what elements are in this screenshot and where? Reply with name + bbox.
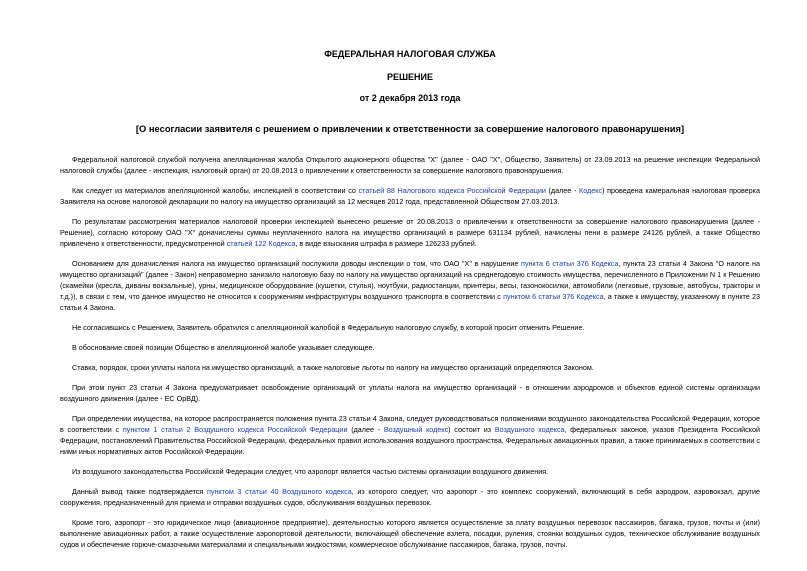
paragraph: Кроме того, аэропорт - это юридическое лицо (авиационное предприятие), деятельностью которого является осуществление за плату воздушных перевозок пассажиров, багажа, грузов, почты и (или) выполнение авиационных работ, а также осуществление аэропортовой деятельности, включающей обеспечение взлета, посадки, руления, стоянки воздушных судов, техническое обслуживание воздушных судов и обеспечение горюче-смазочными материалами и специальными жидкостями, коммерческое обслуживание пассажиров, багажа, грузов, почты.: [60, 518, 760, 549]
link-article-88-tax-code[interactable]: статьей 88 Налогового кодекса Российской Федерации: [358, 186, 546, 195]
document-body: [60, 154, 760, 550]
paragraph: Данный вывод также подтверждается пунктом 3 статьи 40 Воздушного кодекса, из которого следует, что аэропорт - это комплекс сооружений, включающий в себя аэродром, аэровокзал, другие сооружения, предназначенный для приема и отправки воздушных судов, обслуживания воздушных перевозок.: [60, 487, 760, 507]
paragraph: В обоснование своей позиции Общество в апелляционной жалобе указывает следующее.: [72, 343, 375, 352]
link-air-code[interactable]: Воздушный кодекс: [383, 425, 449, 434]
link-air-code-article-2[interactable]: пунктом 1 статьи 2 Воздушного кодекса Российской Федерации: [122, 425, 348, 434]
paragraph: Основанием для доначисления налога на имущество организаций послужили доводы инспекции о том, что ОАО "Х" в нарушение пункта 6 статьи 376 Кодекса, пункта 23 статьи 4 Закона "О налоге на имущество организаций" (далее - Закон) неправомерно занизило налоговую базу по налогу на имущество организаций на среднегодовую стоимость имущества, перечисленного в Приложении N 1 к Решению (скамейки (кресла, диваны вокзальные), урны, медицинское оборудование (кушетки, стулья), ноутбуки, радиостанции, принтеры, весы, газонокосилки, автомобили (легковые, грузовые, автобусы, тракторы и т.д.)), в связи с тем, что данное имущество не относится к сооружениям инфраструктуры воздушного транспорта в соответствии с пунктом 6 статьи 376 Кодекса, а также к имуществу, указанному в пункте 23 статьи 4 Закона.: [60, 259, 760, 312]
link-air-code-second[interactable]: Воздушного кодекса: [494, 425, 565, 434]
document-subject: [О несогласии заявителя с решением о привлечении к ответственности за совершение налогового правонарушения]: [135, 123, 685, 134]
paragraph: Не согласившись с Решением, Заявитель обратился с апелляционной жалобой в Федеральную налоговую службу, в которой просит отменить Решение.: [72, 323, 585, 332]
link-article-376-p6[interactable]: пункта 6 статьи 376 Кодекса: [521, 259, 619, 268]
document-type: РЕШЕНИЕ: [386, 72, 434, 82]
link-article-122[interactable]: статьей 122 Кодекса: [226, 239, 296, 248]
paragraph: При определении имущества, на которое распространяется положения пункта 23 статьи 4 Закона, следует руководствоваться положениями воздушного законодательства Российской Федерации, которое в соответствии с пунктом 1 статьи 2 Воздушного кодекса Российской Федерации (далее - Воздушный кодекс) состоит из Воздушного кодекса, федеральных законов, указов Президента Российской Федерации, постановлений Правительства Российской Федерации, федеральных правил использования воздушного пространства, Федеральных авиационных правил, а также принимаемых в соответствии с ними иных нормативных актов Российской Федерации.: [60, 414, 761, 456]
link-tax-code[interactable]: Кодекс: [579, 186, 603, 195]
paragraph: Ставка, порядок, сроки уплаты налога на имущество организаций, а также налоговые льготы по налогу на имущество организаций определяются Законом.: [72, 363, 594, 372]
link-air-code-article-40[interactable]: пунктом 3 статьи 40 Воздушного кодекса: [206, 487, 352, 496]
paragraph: Федеральной налоговой службой получена апелляционная жалоба Открытого акционерного общества "Х" (далее - ОАО "Х", Общество, Заявитель) от 23.09.2013 на решение инспекции Федеральной налоговой службы (далее - инспекция, налоговый орган) от 20.08.2013 о привлечении к ответственности за совершение налогового правонарушения.: [60, 155, 760, 175]
paragraph: Из воздушного законодательства Российской Федерации следует, что аэропорт является частью системы организации воздушного движения.: [72, 467, 549, 476]
link-article-376-p6-second[interactable]: пунктом 6 статьи 376 Кодекса: [503, 292, 604, 301]
organization-title: ФЕДЕРАЛЬНАЯ НАЛОГОВАЯ СЛУЖБА: [324, 49, 496, 59]
paragraph: При этом пункт 23 статьи 4 Закона предусматривает освобождение организаций от уплаты налога на имущество организаций - в отношении аэродромов и объектов единой системы организации воздушного движения (далее - ЕС ОрВД).: [60, 383, 760, 403]
document-date: от 2 декабря 2013 года: [359, 93, 461, 103]
paragraph: Как следует из материалов апелляционной жалобы, инспекцией в соответствии со статьей 88 Налогового кодекса Российской Федерации (далее - Кодекс) проведена камеральная налоговая проверка Заявителя на основе налоговой декларации по налогу на имущество организаций за 12 месяцев 2012 года, представленной Обществом 27.03.2013.: [60, 186, 760, 206]
paragraph: По результатам рассмотрения материалов налоговой проверки инспекцией вынесено решение от 20.08.2013 о привлечении к ответственности за совершение налогового правонарушения (далее - Решение), согласно которому ОАО "Х" доначислены суммы неуплаченного налога на имущество организаций в размере 631134 рублей, начислены пени в размере 24126 рублей, а также Общество привлечено к ответственности, предусмотренной статьей 122 Кодекса, в виде взыскания штрафа в размере 126233 рублей.: [60, 217, 760, 248]
